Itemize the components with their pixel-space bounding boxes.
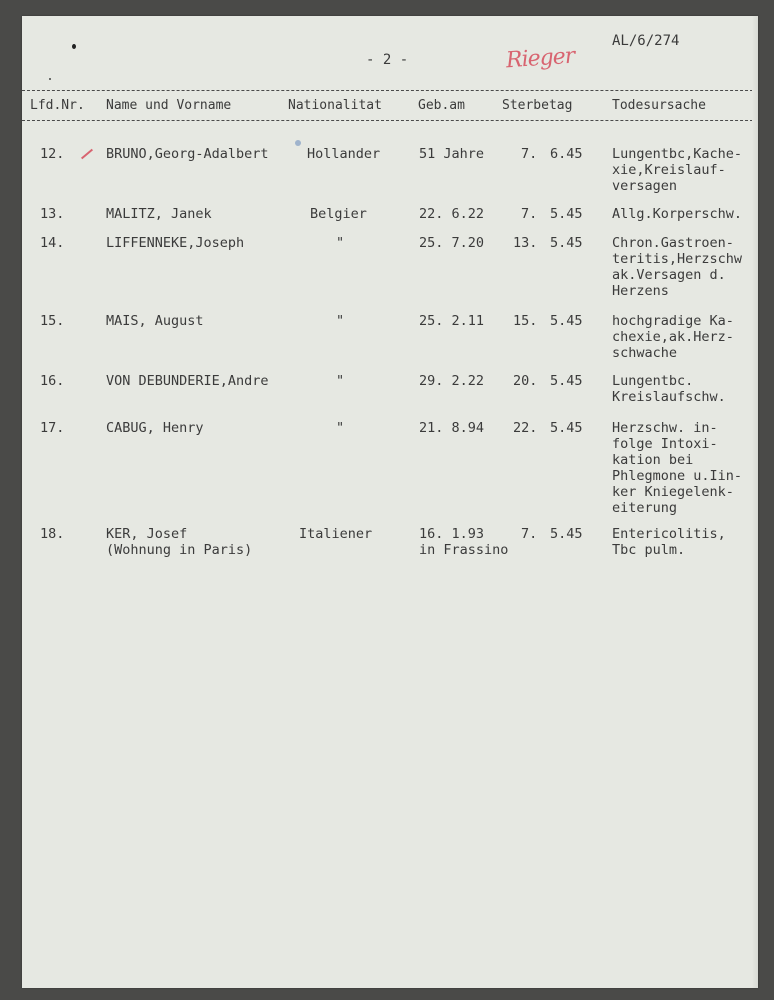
row-died-day: 7. xyxy=(521,526,538,542)
row-nationality: " xyxy=(336,420,345,436)
column-header-nationality: Nationalitat xyxy=(288,98,382,113)
row-name: KER, Josef (Wohnung in Paris) xyxy=(106,526,253,558)
row-nationality: Hollander xyxy=(307,146,381,162)
row-died-date: 6.45 xyxy=(550,146,583,162)
row-nationality: Belgier xyxy=(310,206,367,222)
header-rule-top xyxy=(22,90,758,91)
column-header-nr: Lfd.Nr. xyxy=(30,98,85,113)
row-born: 25. 2.11 xyxy=(419,313,485,329)
row-died-day: 15. xyxy=(513,313,538,329)
column-header-name: Name und Vorname xyxy=(106,98,232,113)
row-died-date: 5.45 xyxy=(550,313,583,329)
row-cause: Herzschw. in- folge Intoxi- kation bei Phlegmone u.Iin- ker Kniegelenk- eiterung xyxy=(612,420,743,516)
row-nationality: Italiener xyxy=(299,526,373,542)
row-cause: Entericolitis, Tbc pulm. xyxy=(612,526,726,558)
row-died-date: 5.45 xyxy=(550,206,583,222)
row-born: 22. 6.22 xyxy=(419,206,485,222)
row-cause: Chron.Gastroen- teritis,Herzschw ak.Versagen d. Herzens xyxy=(612,235,743,299)
row-nr: 12. xyxy=(40,146,65,162)
row-born: 25. 7.20 xyxy=(419,235,485,251)
header-rule-bottom xyxy=(22,120,758,121)
row-died-day: 7. xyxy=(521,146,538,162)
row-born: 16. 1.93 in Frassino xyxy=(419,526,509,558)
row-name: CABUG, Henry xyxy=(106,420,204,436)
row-died-date: 5.45 xyxy=(550,373,583,389)
row-cause: hochgradige Ka- chexie,ak.Herz- schwache xyxy=(612,313,734,361)
row-born: 51 Jahre xyxy=(419,146,485,162)
row-nr: 15. xyxy=(40,313,65,329)
row-name: VON DEBUNDERIE,Andre xyxy=(106,373,269,389)
row-nr: 14. xyxy=(40,235,65,251)
row-nr: 13. xyxy=(40,206,65,222)
signature-stamp: Rieger xyxy=(505,43,576,74)
row-died-day: 13. xyxy=(513,235,538,251)
row-born: 29. 2.22 xyxy=(419,373,485,389)
row-nationality: " xyxy=(336,373,345,389)
row-cause: Lungentbc. Kreislaufschw. xyxy=(612,373,726,405)
column-header-born: Geb.am xyxy=(418,98,465,113)
ink-mark xyxy=(49,78,51,80)
row-died-date: 5.45 xyxy=(550,420,583,436)
row-died-day: 20. xyxy=(513,373,538,389)
reference-number: AL/6/274 xyxy=(612,33,680,49)
row-nationality: " xyxy=(336,235,345,251)
blue-ink-spot xyxy=(295,140,301,146)
column-header-cause: Todesursache xyxy=(612,98,706,113)
row-died-date: 5.45 xyxy=(550,526,583,542)
row-nr: 18. xyxy=(40,526,65,542)
page-number: - 2 - xyxy=(366,52,409,68)
row-name: MALITZ, Janek xyxy=(106,206,212,222)
row-nationality: " xyxy=(336,313,345,329)
row-born: 21. 8.94 xyxy=(419,420,485,436)
row-nr: 17. xyxy=(40,420,65,436)
row-cause: Lungentbc,Kache- xie,Kreislauf- versagen xyxy=(612,146,743,194)
row-died-day: 22. xyxy=(513,420,538,436)
row-died-date: 5.45 xyxy=(550,235,583,251)
row-cause: Allg.Korperschw. xyxy=(612,206,743,222)
document-page xyxy=(22,16,758,988)
row-name: MAIS, August xyxy=(106,313,204,329)
row-nr: 16. xyxy=(40,373,65,389)
row-name: BRUNO,Georg-Adalbert xyxy=(106,146,269,162)
column-header-died: Sterbetag xyxy=(502,98,573,113)
row-died-day: 7. xyxy=(521,206,538,222)
ink-mark xyxy=(72,44,76,49)
row-name: LIFFENNEKE,Joseph xyxy=(106,235,245,251)
paper-edge xyxy=(752,16,758,988)
red-check-mark xyxy=(81,149,93,160)
